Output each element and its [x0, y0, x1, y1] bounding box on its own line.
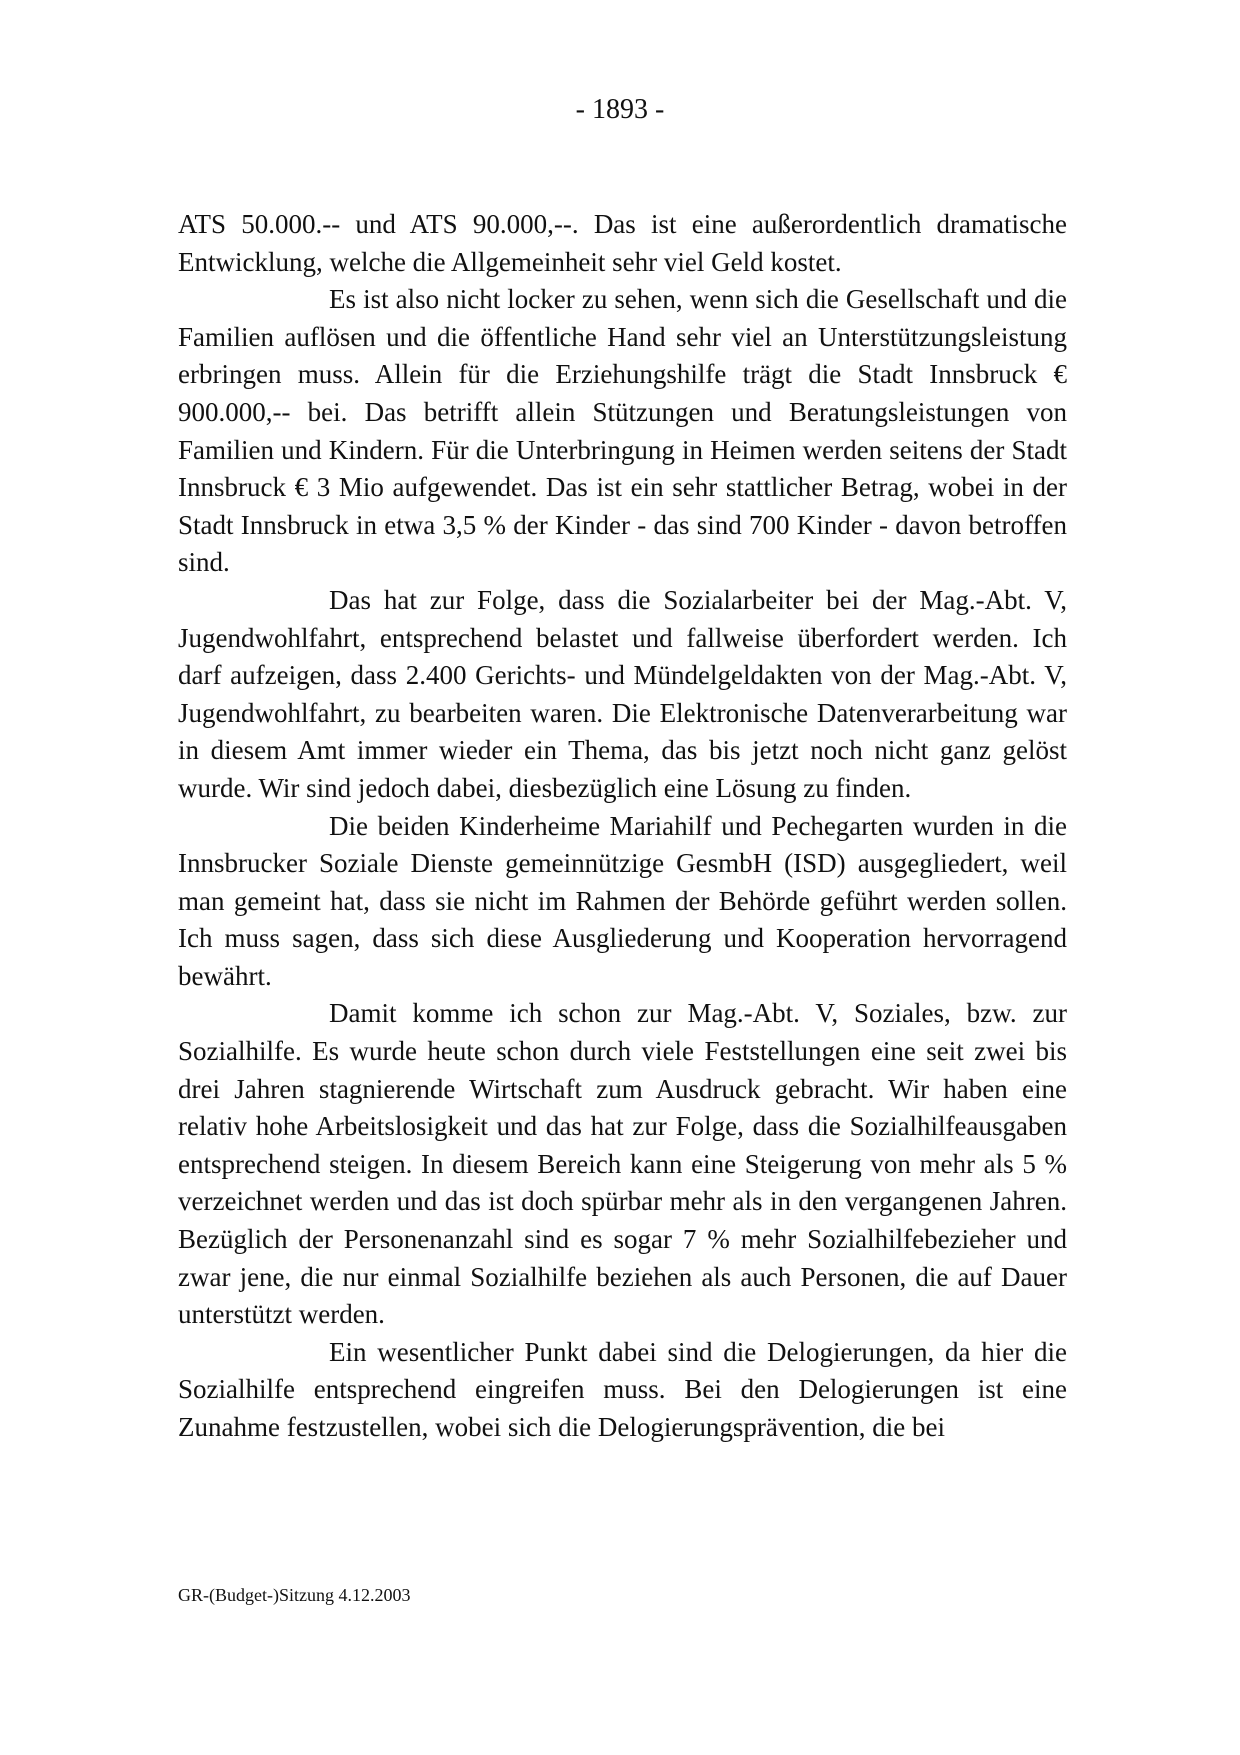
- body-text: [178, 206, 1067, 1447]
- paragraph: Damit komme ich schon zur Mag.-Abt. V, Soziales, bzw. zur Sozialhilfe. Es wurde heute schon durch viele Feststellungen eine seit zwei bis drei Jahren stagnierende Wirtschaft zum Ausdruck gebracht. Wir haben eine relativ hohe Arbeitslosigkeit und das hat zur Folge, dass die Sozialhilfeausgaben entsprechend steigen. In diesem Bereich kann eine Steigerung von mehr als 5 % verzeichnet werden und das ist doch spürbar mehr als in den vergangenen Jahren. Bezüglich der Personenanzahl sind es sogar 7 % mehr Sozialhilfebezieher und zwar jene, die nur einmal Sozialhilfe beziehen als auch Personen, die auf Dauer unterstützt werden.: [178, 998, 1067, 1330]
- paragraph: Ein wesentlicher Punkt dabei sind die Delogierungen, da hier die Sozialhilfe entsprechend eingreifen muss. Bei den Delogierungen ist eine Zunahme festzustellen, wobei sich die Delogierungsprävention, die bei: [178, 1336, 1067, 1442]
- paragraph: Es ist also nicht locker zu sehen, wenn sich die Gesellschaft und die Familien auflösen und die öffentliche Hand sehr viel an Unterstützungsleistung erbringen muss. Allein für die Erziehungshilfe trägt die Stadt Innsbruck € 900.000,-- bei. Das betrifft allein Stützungen und Beratungsleistungen von Familien und Kindern. Für die Unterbringung in Heimen werden seitens der Stadt Innsbruck € 3 Mio aufgewendet. Das ist ein sehr stattlicher Betrag, wobei in der Stadt Innsbruck in etwa 3,5 % der Kinder - das sind 700 Kinder - davon betroffen sind.: [178, 284, 1067, 578]
- footer-session-label: GR-(Budget-)Sitzung 4.12.2003: [178, 1585, 411, 1605]
- paragraph: Die beiden Kinderheime Mariahilf und Pechegarten wurden in die Innsbrucker Soziale Dienste gemeinnützige GesmbH (ISD) ausgegliedert, weil man gemeint hat, dass sie nicht im Rahmen der Behörde geführt werden sollen. Ich muss sagen, dass sich diese Ausgliederung und Kooperation hervorragend bewährt.: [178, 810, 1067, 991]
- paragraph: Das hat zur Folge, dass die Sozialarbeiter bei der Mag.-Abt. V, Jugendwohlfahrt, entsprechend belastet und fallweise überfordert werden. Ich darf aufzeigen, dass 2.400 Gerichts- und Mündelgeldakten von der Mag.-Abt. V, Jugendwohlfahrt, zu bearbeiten waren. Die Elektronische Datenverarbeitung war in diesem Amt immer wieder ein Thema, das bis jetzt noch nicht ganz gelöst wurde. Wir sind jedoch dabei, diesbezüglich eine Lösung zu finden.: [178, 584, 1067, 803]
- page-number: - 1893 -: [575, 94, 665, 125]
- paragraph: ATS 50.000.-- und ATS 90.000,--. Das ist eine außerordentlich dramatische Entwicklung, welche die Allgemeinheit sehr viel Geld kostet.: [178, 209, 1067, 277]
